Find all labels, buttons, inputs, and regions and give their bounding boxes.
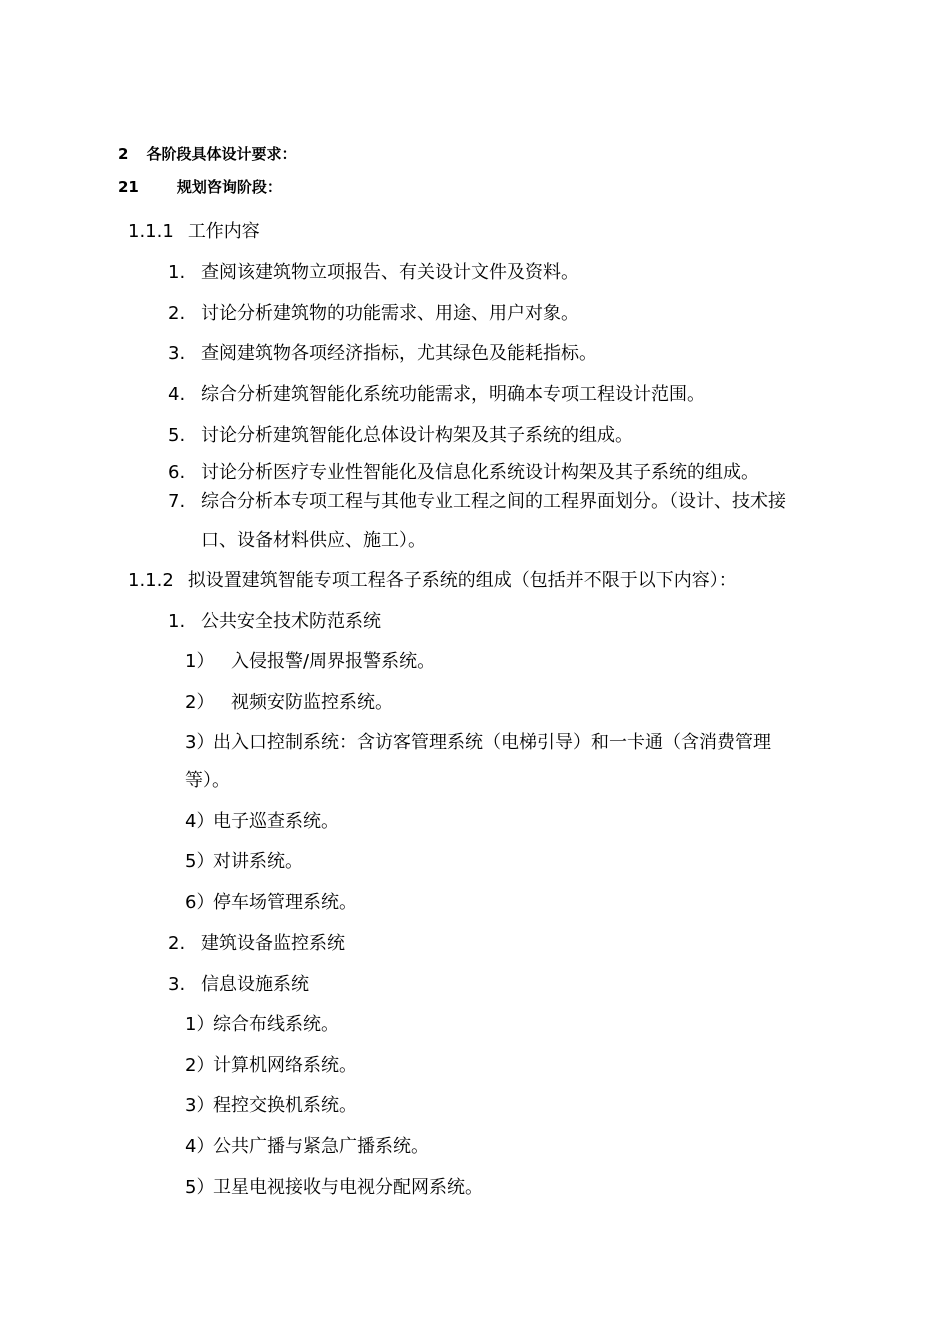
sub-item-number: 4） (185, 811, 215, 832)
sub-item-text: 电子巡查系统。 (213, 811, 339, 832)
list-item-number: 6. (168, 462, 186, 483)
sub-item-text: 计算机网络系统。 (213, 1055, 357, 1076)
sub-item-number: 6） (185, 892, 215, 913)
sub-item-number: 1） (185, 651, 215, 672)
sub-item (185, 1016, 339, 1034)
list-item-text: 综合分析本专项工程与其他专业工程之间的工程界面划分。（设计、技术接 (201, 491, 786, 512)
sub-item-number: 4） (185, 1136, 215, 1157)
list-item-number: 3. (168, 343, 186, 364)
group-heading (168, 613, 381, 631)
sub-item (185, 1057, 357, 1075)
sub-item-text: 视频安防监控系统。 (231, 692, 393, 713)
sub-item-text: 卫星电视接收与电视分配网系统。 (213, 1177, 483, 1198)
sub-item-text: 综合布线系统。 (213, 1014, 339, 1035)
subsection-title: 规划咨询阶段： (176, 178, 282, 196)
sub-item (185, 853, 303, 871)
part1-title: 工作内容 (187, 221, 260, 242)
list-item-number: 4. (168, 384, 186, 405)
part2-heading (128, 572, 737, 590)
list-item (168, 427, 633, 445)
sub-item-text: 入侵报警/周界报警系统。 (231, 651, 436, 672)
list-item-text: 讨论分析建筑物的功能需求、用途、用户对象。 (201, 303, 579, 324)
list-item (168, 264, 579, 282)
list-item-text: 查阅建筑物各项经济指标，尤其绿色及能耗指标。 (201, 343, 597, 364)
list-item (168, 493, 786, 511)
group-title: 建筑设备监控系统 (201, 933, 345, 954)
sub-item-number: 2） (185, 1055, 215, 1076)
list-item-number: 1. (168, 262, 186, 283)
section-title: 各阶段具体设计要求： (146, 145, 297, 163)
sub-item-number: 2） (185, 692, 215, 713)
list-item-number: 2. (168, 303, 186, 324)
sub-item (185, 734, 771, 752)
group-number: 2. (168, 933, 186, 954)
sub-item-text: 程控交换机系统。 (213, 1095, 357, 1116)
sub-item (185, 813, 339, 831)
list-item-text: 查阅该建筑物立项报告、有关设计文件及资料。 (201, 262, 579, 283)
list-item (168, 305, 579, 323)
section-number: 2 (118, 145, 129, 163)
sub-item-text: 停车场管理系统。 (213, 892, 357, 913)
sub-item-text: 公共广播与紧急广播系统。 (213, 1136, 429, 1157)
sub-item (185, 694, 393, 712)
sub-item-number: 5） (185, 1177, 215, 1198)
list-item (168, 464, 759, 482)
group-number: 1. (168, 611, 186, 632)
list-item-continuation (201, 532, 426, 550)
group-heading (168, 935, 345, 953)
group-number: 3. (168, 974, 186, 995)
list-item (168, 345, 597, 363)
sub-item (185, 1097, 357, 1115)
sub-item-continuation (185, 772, 230, 790)
subsection-heading (118, 180, 282, 195)
sub-item (185, 1138, 429, 1156)
group-title: 信息设施系统 (201, 974, 309, 995)
part2-title: 拟设置建筑智能专项工程各子系统的组成（包括并不限于以下内容）： (187, 570, 737, 591)
sub-item-text: 出入口控制系统：含访客管理系统（电梯引导）和一卡通（含消费管理 (213, 732, 771, 753)
sub-item-text: 对讲系统。 (213, 851, 303, 872)
list-item-text: 讨论分析医疗专业性智能化及信息化系统设计构架及其子系统的组成。 (201, 462, 759, 483)
sub-item (185, 894, 357, 912)
group-heading (168, 976, 309, 994)
part2-number: 1.1.2 (128, 570, 174, 591)
list-item-number: 5. (168, 425, 186, 446)
list-item-text: 综合分析建筑智能化系统功能需求，明确本专项工程设计范围。 (201, 384, 705, 405)
list-item-text: 口、设备材料供应、施工）。 (201, 530, 426, 551)
sub-item (185, 1179, 483, 1197)
list-item-number: 7. (168, 491, 186, 512)
group-title: 公共安全技术防范系统 (201, 611, 381, 632)
part1-heading (128, 223, 260, 241)
section-heading (118, 147, 296, 162)
sub-item (185, 653, 435, 671)
list-item-text: 讨论分析建筑智能化总体设计构架及其子系统的组成。 (201, 425, 633, 446)
sub-item-text: 等）。 (185, 770, 230, 791)
sub-item-number: 3） (185, 1095, 215, 1116)
part1-number: 1.1.1 (128, 221, 174, 242)
list-item (168, 386, 705, 404)
subsection-number: 21 (118, 178, 139, 196)
sub-item-number: 5） (185, 851, 215, 872)
sub-item-number: 1） (185, 1014, 215, 1035)
sub-item-number: 3） (185, 732, 215, 753)
